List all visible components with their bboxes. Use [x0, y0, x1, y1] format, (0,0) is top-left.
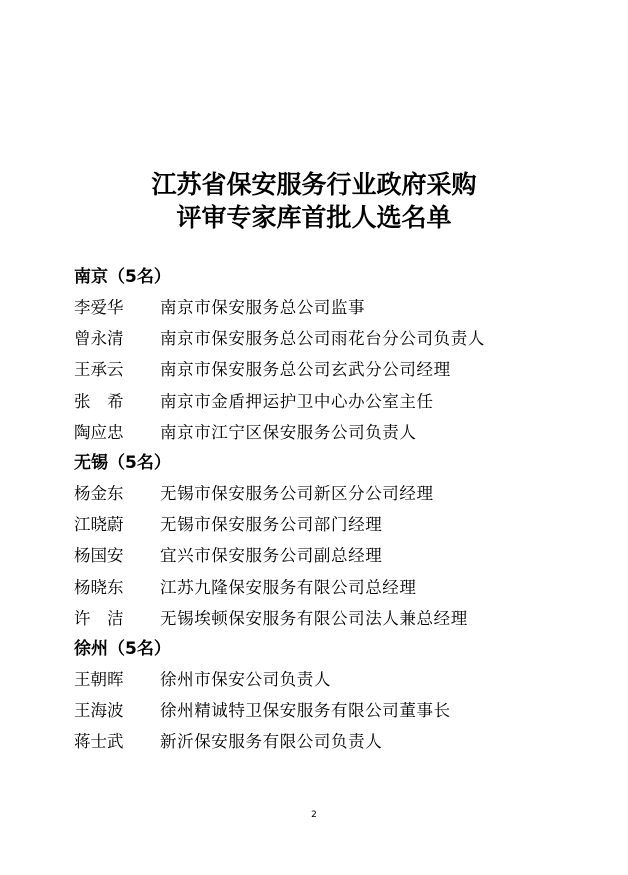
person-name: 杨国安	[74, 546, 124, 566]
title-line-2: 评审专家库首批人选名单	[176, 203, 452, 232]
person-name: 陶应忠	[74, 422, 124, 442]
list-item	[74, 323, 594, 354]
person-position: 徐州精诚特卫保安服务有限公司董事长	[160, 701, 451, 721]
person-position: 南京市保安服务总公司监事	[160, 298, 366, 317]
person-name: 王海波	[74, 701, 124, 721]
list-item	[74, 572, 594, 603]
list-item	[74, 664, 594, 695]
person-name: 曾永清	[74, 329, 124, 349]
title-line-1: 江苏省保安服务行业政府采购	[151, 170, 477, 199]
person-name: 许 洁	[74, 608, 124, 628]
section-header-wuxi: 无锡（5名）	[74, 452, 171, 473]
person-position: 南京市保安服务总公司玄武分公司经理	[160, 360, 451, 380]
person-position: 南京市金盾押运护卫中心办公室主任	[160, 391, 434, 411]
person-name: 王朝晖	[74, 669, 124, 689]
list-item	[74, 354, 594, 385]
list-item	[74, 509, 594, 540]
document-title	[0, 168, 628, 234]
person-position: 宜兴市保安服务公司副总经理	[160, 546, 383, 566]
list-item	[74, 386, 594, 417]
list-item	[74, 540, 594, 571]
section-header-xuzhou: 徐州（5名）	[74, 638, 171, 659]
person-name: 杨金东	[74, 483, 124, 503]
person-position: 南京市保安服务总公司雨花台分公司负责人	[160, 329, 485, 349]
person-name: 张 希	[74, 391, 124, 411]
person-name: 李爱华	[74, 298, 124, 317]
person-position: 南京市江宁区保安服务公司负责人	[160, 422, 417, 442]
list-item	[74, 417, 594, 448]
person-position: 无锡埃顿保安服务有限公司法人兼总经理	[160, 608, 468, 628]
person-position: 无锡市保安服务公司部门经理	[160, 515, 383, 535]
person-name: 王承云	[74, 360, 124, 380]
person-name: 蒋士武	[74, 732, 124, 752]
person-position: 徐州市保安公司负责人	[160, 669, 331, 689]
list-item	[74, 726, 594, 757]
list-item	[74, 292, 594, 323]
person-position: 新沂保安服务有限公司负责人	[160, 732, 383, 752]
section-header-nanjing: 南京（5名）	[74, 267, 171, 287]
person-position: 无锡市保安服务公司新区分公司经理	[160, 483, 434, 503]
person-name: 江晓蔚	[74, 515, 124, 535]
list-item	[74, 603, 594, 634]
page-number: 2	[311, 810, 317, 820]
person-name: 杨晓东	[74, 577, 124, 597]
person-position: 江苏九隆保安服务有限公司总经理	[160, 577, 417, 597]
list-item	[74, 695, 594, 726]
roster-list	[74, 262, 594, 757]
list-item	[74, 478, 594, 509]
